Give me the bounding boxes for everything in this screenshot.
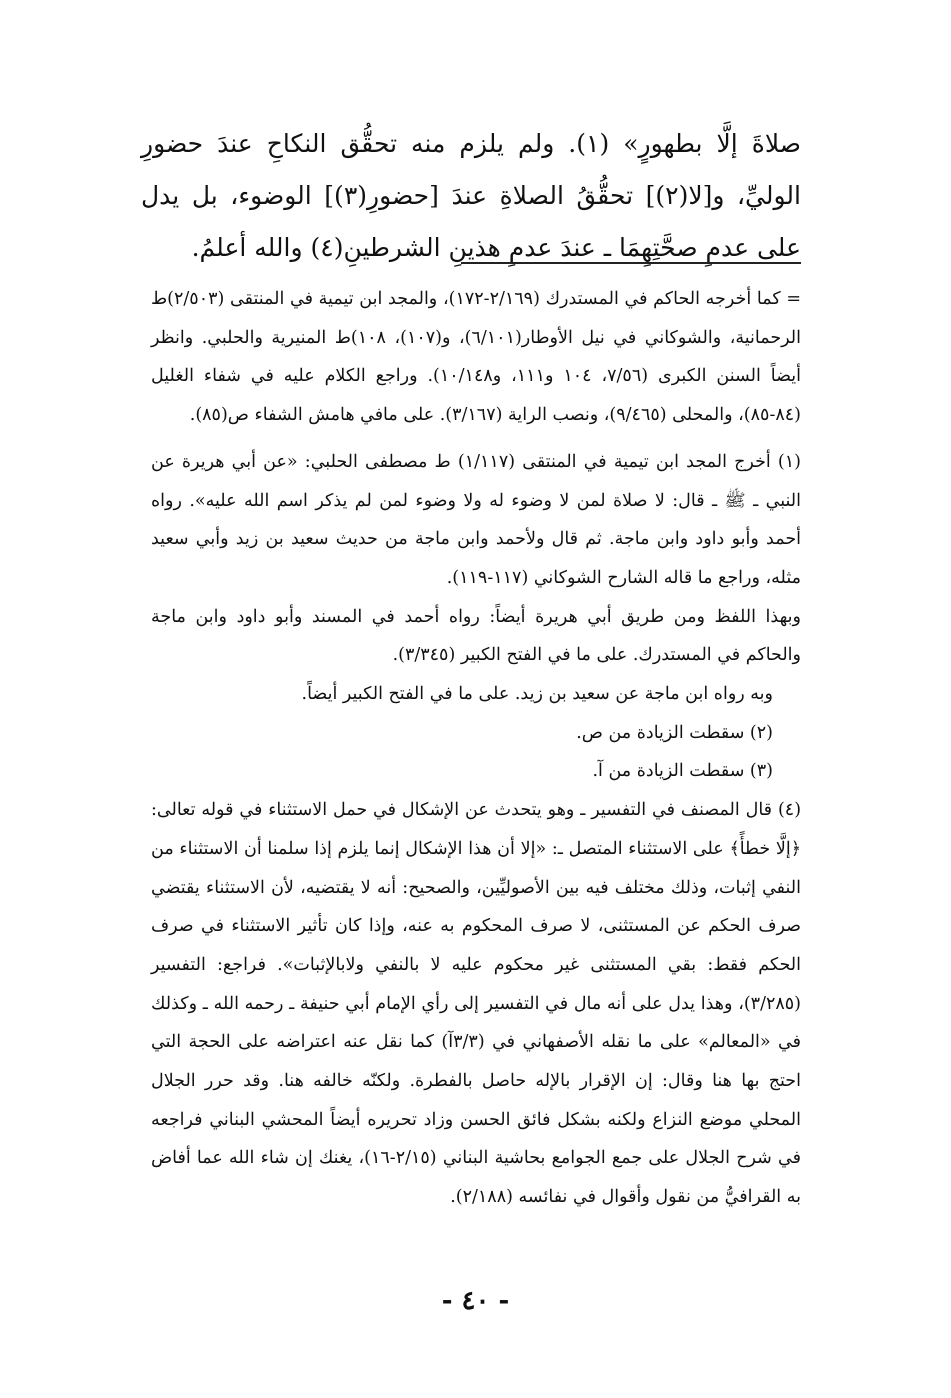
footnote-1-continued-2: وبه رواه ابن ماجة عن سعيد بن زيد. على ما في الفتح الكبير أيضاً. xyxy=(301,684,773,705)
footnote-3: (٣) سقطت الزيادة من آ. xyxy=(592,761,773,782)
page-number: - ٤٠ - xyxy=(441,1286,510,1316)
footnote-2: (٢) سقطت الزيادة من ص. xyxy=(576,722,773,743)
footnotes-block xyxy=(151,280,801,1217)
footnote-continuation: = كما أخرجه الحاكم في المستدرك (٢/١٦٩-١٧٢)، والمجد ابن تيمية في المنتقى (٢/٥٠٣)ط الرحمانية، والشوكاني في نيل الأوطار(٦/١٠١)، و(١٠٧)، ١٠٨)ط المنيرية والحلبي. وانظر أيضاً السنن الكبرى (٧/٥٦، ١٠٤ و١١١، و١٠/١٤٨). وراجع الكلام عليه في شفاء الغليل (٨٤-٨٥)، والمحلى (٩/٤٦٥)، ونصب الراية (٣/١٦٧). على مافي هامش الشفاء ص(٨٥). xyxy=(151,289,801,426)
footnote-1: (١) أخرج المجد ابن تيمية في المنتقى (١/١١٧) ط مصطفى الحلبي: «عن أبي هريرة عن النبي ـ ﷺ ـ قال: لا صلاة لمن لا وضوء له ولا وضوء لمن لم يذكر اسم الله عليه». رواه أحمد وأبو داود وابن ماجة. ثم قال ولأحمد وابن ماجة من حديث سعيد بن زيد وأبي سعيد مثله، وراجع ما قاله الشارح الشوكاني (١١٧-١١٩). xyxy=(151,451,801,588)
footnote-separator-line xyxy=(461,262,801,264)
footnote-1-continued: وبهذا اللفظ ومن طريق أبي هريرة أيضاً: رواه أحمد في المسند وأبو داود وابن ماجة والحاكم في المستدرك. على ما في الفتح الكبير (٣/٣٤٥). xyxy=(151,606,801,666)
main-text-block xyxy=(141,118,801,274)
footnote-4: (٤) قال المصنف في التفسير ـ وهو يتحدث عن الإشكال في حمل الاستثناء في قوله تعالى: ﴿إلَّا خطأً﴾ على الاستثناء المتصل ـ: «إلا أن هذا الإشكال إنما يلزم إذا سلمنا أن الاستثناء من النفي إثبات، وذلك مختلف فيه بين الأصوليِّين، والصحيح: أنه لا يقتضيه، لأن الاستثناء يقتضي صرف الحكم عن المستثنى، لا صرف المحكوم به عنه، وإذا كان تأثير الاستثناء في صرف الحكم فقط: بقي المستثنى غير محكوم عليه لا بالنفي ولابالإثبات». فراجع: التفسير (٣/٢٨٥)، وهذا يدل على أنه مال في التفسير إلى رأي الإمام أبي حنيفة ـ رحمه الله ـ وكذلك في «المعالم» على ما نقله الأصفهاني في (٣/٣آ) كما نقل عنه اعتراضه على الحجة التي احتج بها هنا وقال: إن الإقرار بالإله حاصل بالفطرة. ولكنّه خالفه هنا. وقد حرر الجلال المحلي موضع النزاع ولكنه بشكل فائق الحسن وزاد تحريره أيضاً المحشي البناني فراجعه في شرح الجلال على جمع الجوامع بحاشية البناني (٢/١٥-١٦)، يغنك إن شاء الله عما أفاض به القرافيُّ من نقول وأقوال في نفائسه (٢/١٨٨). xyxy=(151,800,802,1208)
main-paragraph: صلاةَ إلَّا بطهورٍ» (١). ولم يلزم منه تحقُّق النكاحِ عندَ حضورِ الوليِّ، و[لا(٢)] تحقُّقُ الصلاةِ عندَ [حضورِ(٣)] الوضوء، بل يدل على عدمِ صحَّتِهِمَا ـ عندَ عدمِ هذينِ الشرطينِ(٤) والله أعلمُ. xyxy=(141,129,801,262)
